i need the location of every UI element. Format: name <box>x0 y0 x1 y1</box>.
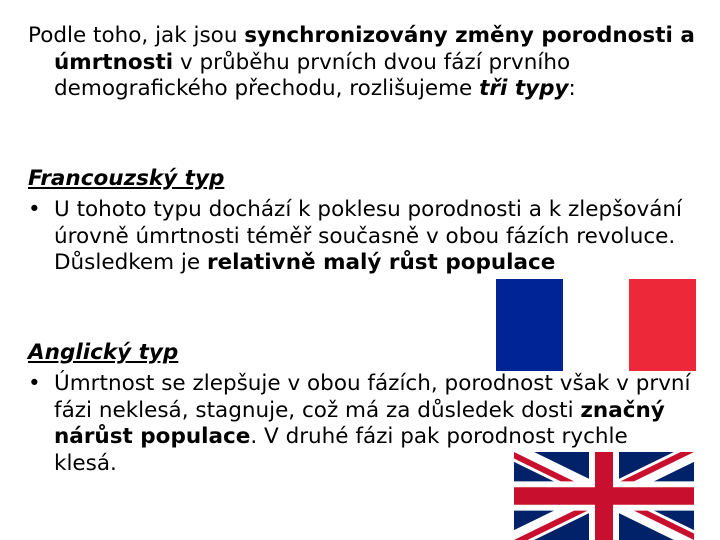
french-bold-1: relativně malý růst populace <box>206 250 556 275</box>
french-type-heading: Francouzský typ <box>28 166 225 191</box>
english-bullet: • <box>28 371 41 396</box>
intro-bold-italic: tři typy <box>479 76 569 101</box>
french-type-text <box>54 197 694 277</box>
english-type-heading: Anglický typ <box>28 340 179 365</box>
french-bullet: • <box>28 197 41 222</box>
intro-text-2: v průběhu prvních dvou fází prvního demografického přechodu, rozlišujeme <box>54 49 571 101</box>
france-flag-icon <box>496 279 696 371</box>
france-flag-white-stripe <box>563 279 629 371</box>
intro-bold-1: synchronizovány změny porodnosti a úmrtnosti <box>54 23 695 75</box>
intro-text-3: : <box>568 76 576 101</box>
english-text-2: . V druhé fázi pak porodnost rychle klesá. <box>54 424 628 476</box>
french-text-1: U tohoto typu dochází k poklesu porodnosti a k zlepšování úrovně úmrtnosti téměř současně v obou fázích revoluce. Důsledkem je <box>54 197 683 275</box>
english-bold-1: značný nárůst populace <box>54 397 665 449</box>
france-flag-blue-stripe <box>496 279 563 371</box>
intro-paragraph <box>28 23 720 103</box>
france-flag-red-stripe <box>629 279 696 371</box>
uk-flag-icon <box>514 452 694 540</box>
english-text-1: Úmrtnost se zlepšuje v obou fázích, porodnost však v první fázi neklesá, stagnuje, což má za důsledek dosti <box>54 371 691 423</box>
intro-text-1: Podle toho, jak jsou <box>28 23 245 48</box>
